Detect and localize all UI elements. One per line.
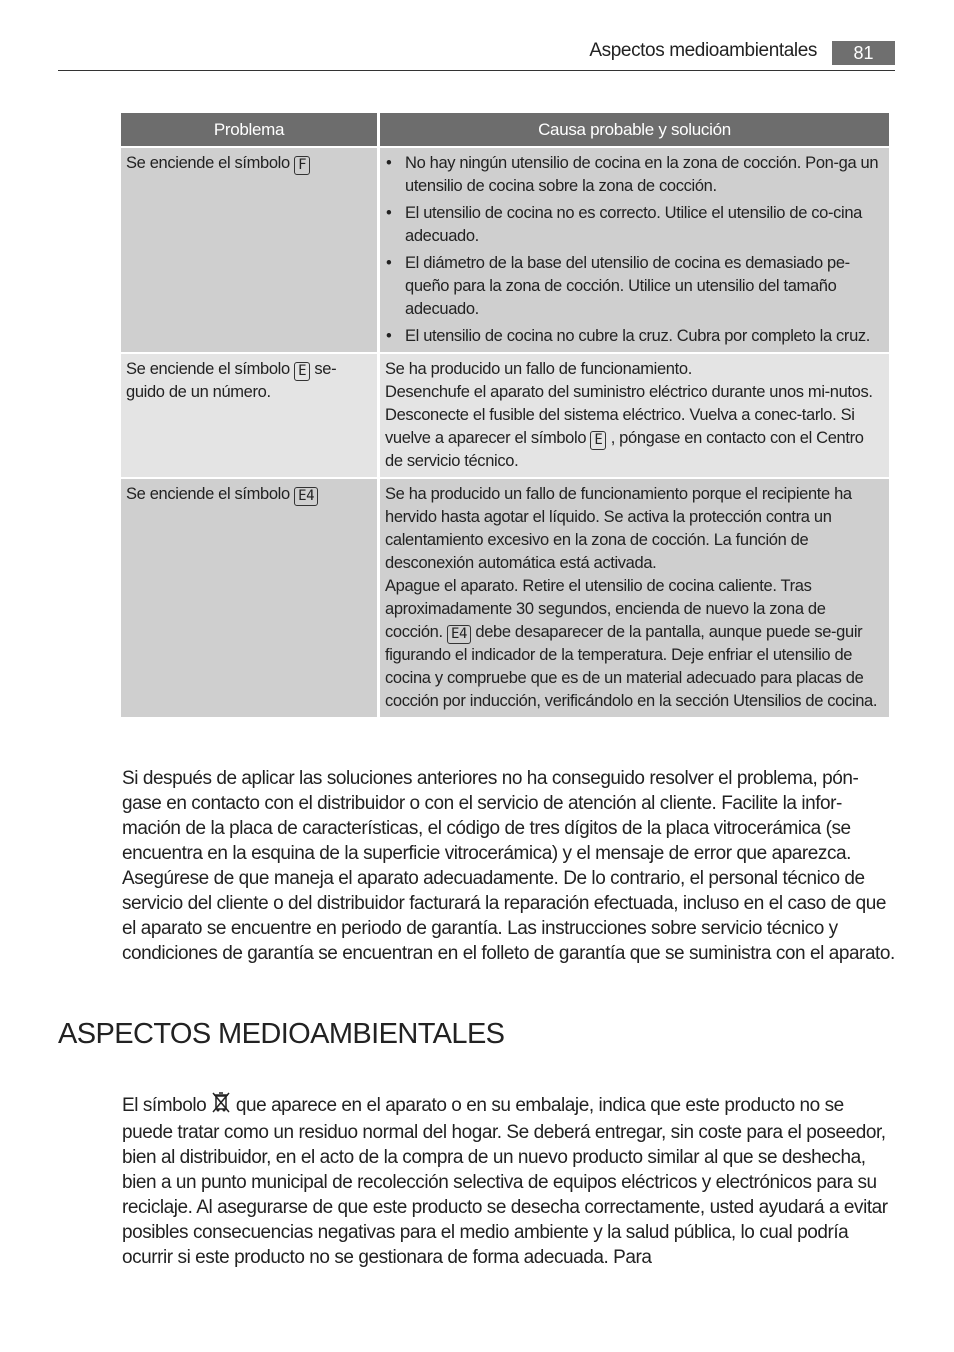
list-item: • El utensilio de cocina no es correcto. Utilice el utensilio de co-cina adecuado. — [405, 202, 883, 248]
cause-text: Se ha producido un fallo de funcionamiento porque el recipiente ha hervido hasta agotar el líquido. Se activa la protección contra un calentamiento excesivo en la zona de cocción. La función de desconexión automática está activada. — [385, 485, 852, 572]
problem-text: se-guido de un número. — [126, 360, 337, 401]
cause-cell — [380, 479, 889, 717]
cause-text-part: , póngase en contacto con el Centro de servicio técnico. — [385, 429, 864, 470]
problem-cell — [121, 148, 377, 352]
display-symbol: E — [590, 431, 606, 450]
cause-text-part: Apague el aparato. Retire el utensilio de cocina caliente. Tras aproximadamente 30 segundos, encienda de nuevo la zona de cocción. — [385, 577, 826, 641]
problem-text: Se enciende el símbolo — [126, 485, 290, 503]
table-row — [121, 479, 889, 717]
display-symbol: E4 — [294, 487, 318, 506]
crossed-out-wheelie-bin-icon — [211, 1091, 231, 1120]
list-item: • No hay ningún utensilio de cocina en la zona de cocción. Pon-ga un utensilio de cocina sobre la zona de cocción. — [405, 152, 883, 198]
cause-cell — [380, 148, 889, 352]
cause-text-part: debe desaparecer de la pantalla, aunque puede se-guir figurando el indicador de la temperatura. Deje enfriar el utensilio de cocina y compruebe que es de un material adecuado para placas de cocción por inducción, verificándolo en la sección Utensilios de cocina. — [385, 623, 878, 710]
environment-paragraph — [122, 1091, 895, 1270]
column-header-cause: Causa probable y solución — [380, 113, 889, 146]
problem-cell — [121, 479, 377, 717]
problem-text: Se enciende el símbolo — [126, 154, 290, 172]
column-header-problem: Problema — [121, 113, 377, 146]
list-item: • El diámetro de la base del utensilio de cocina es demasiado pe-queño para la zona de cocción. Utilice un utensilio del tamaño adecuado. — [405, 252, 883, 321]
problem-text: Se enciende el símbolo — [126, 360, 290, 378]
display-symbol: F — [294, 156, 310, 175]
list-item: • El utensilio de cocina no cubre la cruz. Cubra por completo la cruz. — [405, 325, 883, 348]
cause-cell — [380, 354, 889, 477]
troubleshooting-table — [118, 111, 892, 719]
problem-cell — [121, 354, 377, 477]
service-paragraph: Si después de aplicar las soluciones anteriores no ha conseguido resolver el problema, pón-gase en contacto con el distribuidor o con el servicio de atención al cliente. Facilite la infor-mación de la placa de características, el código de tres dígitos de la placa vitrocerámica (se encuentra en la esquina de la superficie vitrocerámica) y el mensaje de error que aparezca. Asegúrese de que maneja el aparato adecuadamente. De lo contrario, el personal técnico de servicio del cliente o del distribuidor facturará la reparación efectuada, incluso en el caso de que el aparato se encuentre en periodo de garantía. Las instrucciones sobre servicio técnico y condiciones de garantía se encuentran en el folleto de garantía que se suministra con el aparato. — [122, 768, 895, 964]
environment-text: que aparece en el aparato o en su embalaje, indica que este producto no se puede tratar como un residuo normal del hogar. Se deberá entregar, sin coste para el poseedor, bien al distribuidor, en el acto de la compra de un nuevo producto similar al que se deshecha, bien a un punto municipal de recolección selectiva de equipos eléctricos y electrónicos para su reciclaje. Al asegurarse de que este producto se desecha correctamente, usted ayudará a evitar posibles consecuencias negativas para el medio ambiente y la salud pública, lo cual podría ocurrir si este producto no se gestionara de forma adecuada. Para — [122, 1095, 888, 1268]
cause-text — [385, 575, 883, 713]
table-row — [121, 354, 889, 477]
page-number: 81 — [832, 41, 895, 65]
cause-list — [385, 152, 883, 348]
environment-text: El símbolo — [122, 1095, 207, 1116]
cause-text-part: Desenchufe el aparato del suministro eléctrico durante unos mi-nutos. Desconecte el fusible del sistema eléctrico. Vuelva a conec-tarlo. Si vuelve a aparecer el símbolo — [385, 383, 873, 447]
display-symbol: E4 — [447, 625, 471, 644]
section-title: ASPECTOS MEDIOAMBIENTALES — [58, 1018, 505, 1050]
page-header — [58, 38, 895, 71]
cause-text: Se ha producido un fallo de funcionamiento. — [385, 360, 692, 378]
display-symbol: E — [294, 362, 310, 381]
cause-text — [385, 381, 883, 473]
header-title: Aspectos medioambientales — [589, 40, 817, 61]
table-row — [121, 148, 889, 352]
